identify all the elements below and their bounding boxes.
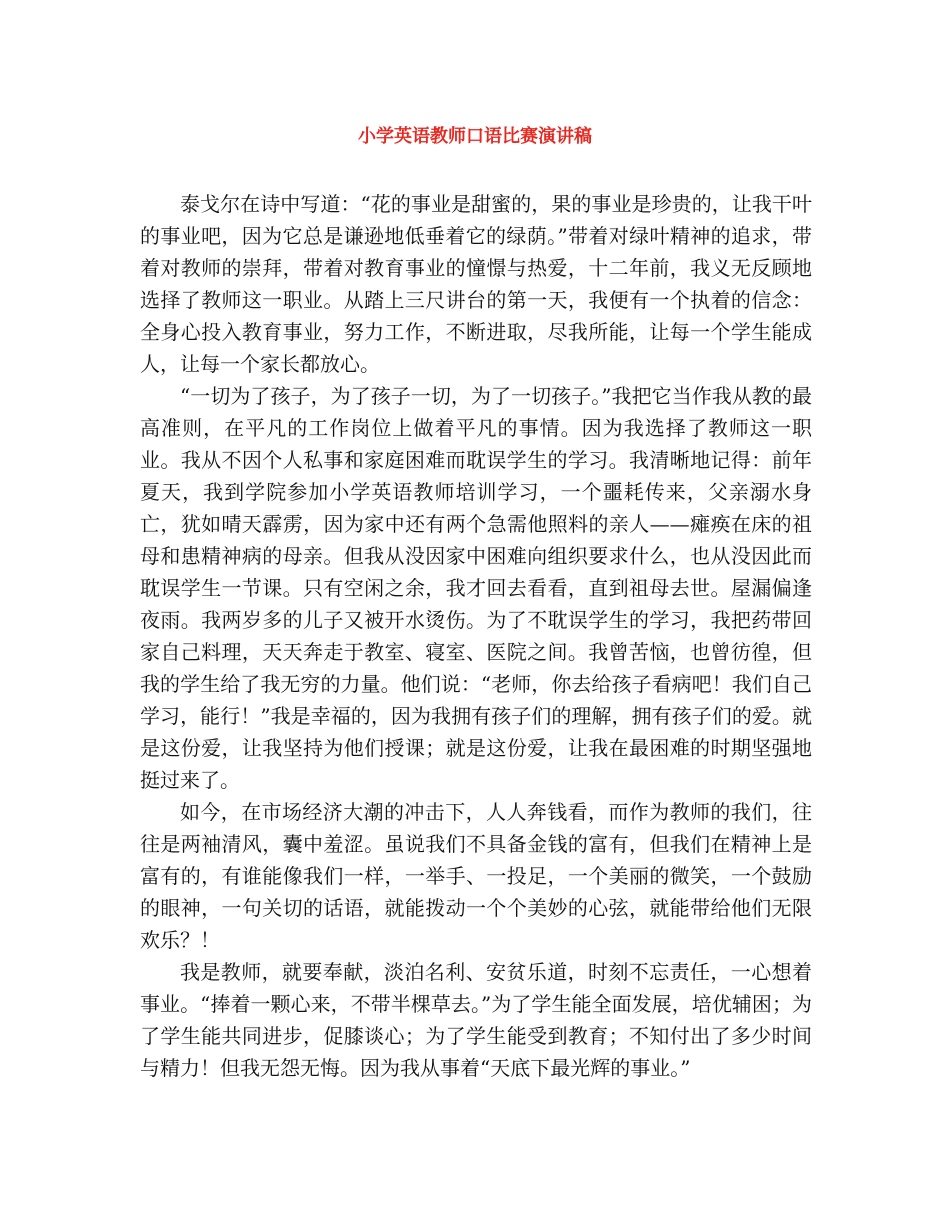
document-body bbox=[140, 188, 812, 1084]
paragraph-4: 我是教师，就要奉献，淡泊名利、安贫乐道，时刻不忘责任，一心想着事业。“捧着一颗心来，不带半棵草去。”为了学生能全面发展，培优辅困；为了学生能共同进步，促膝谈心；为了学生能受到教育；不知付出了多少时间与精力！但我无怨无悔。因为我从事着“天底下最光辉的事业。” bbox=[140, 960, 812, 1080]
document-title: 小学英语教师口语比赛演讲稿 bbox=[358, 126, 592, 147]
paragraph-1: 泰戈尔在诗中写道：“花的事业是甜蜜的，果的事业是珍贵的，让我干叶的事业吧，因为它总是谦逊地低垂着它的绿荫。”带着对绿叶精神的追求，带着对教师的崇拜，带着对教育事业的憧憬与热爱，十二年前，我义无反顾地选择了教师这一职业。从踏上三尺讲台的第一天，我便有一个执着的信念：全身心投入教育事业，努力工作，不断进取，尽我所能，让每一个学生能成人，让每一个家长都放心。 bbox=[140, 192, 812, 376]
paragraph-2: “一切为了孩子，为了孩子一切，为了一切孩子。”我把它当作我从教的最高准则，在平凡的工作岗位上做着平凡的事情。因为我选择了教师这一职业。我从不因个人私事和家庭困难而耽误学生的学习。我清晰地记得：前年夏天，我到学院参加小学英语教师培训学习，一个噩耗传来，父亲溺水身亡，犹如晴天霹雳，因为家中还有两个急需他照料的亲人——瘫痪在床的祖母和患精神病的母亲。但我从没因家中困难向组织要求什么，也从没因此而耽误学生一节课。只有空闲之余，我才回去看看，直到祖母去世。屋漏偏逢夜雨。我两岁多的儿子又被开水烫伤。为了不耽误学生的学习，我把药带回家自己料理，天天奔走于教室、寝室、医院之间。我曾苦恼，也曾彷徨，但我的学生给了我无穷的力量。他们说：“老师，你去给孩子看病吧！我们自己学习，能行！”我是幸福的，因为我拥有孩子们的理解，拥有孩子们的爱。就是这份爱，让我坚持为他们授课；就是这份爱，让我在最困难的时期坚强地挺过来了。 bbox=[140, 384, 812, 792]
paragraph-3: 如今，在市场经济大潮的冲击下，人人奔钱看，而作为教师的我们，往往是两袖清风，囊中羞涩。虽说我们不具备金钱的富有，但我们在精神上是富有的，有谁能像我们一样，一举手、一投足，一个美丽的微笑，一个鼓励的眼神，一句关切的话语，就能拨动一个个美妙的心弦，就能带给他们无限欢乐？！ bbox=[140, 800, 812, 952]
